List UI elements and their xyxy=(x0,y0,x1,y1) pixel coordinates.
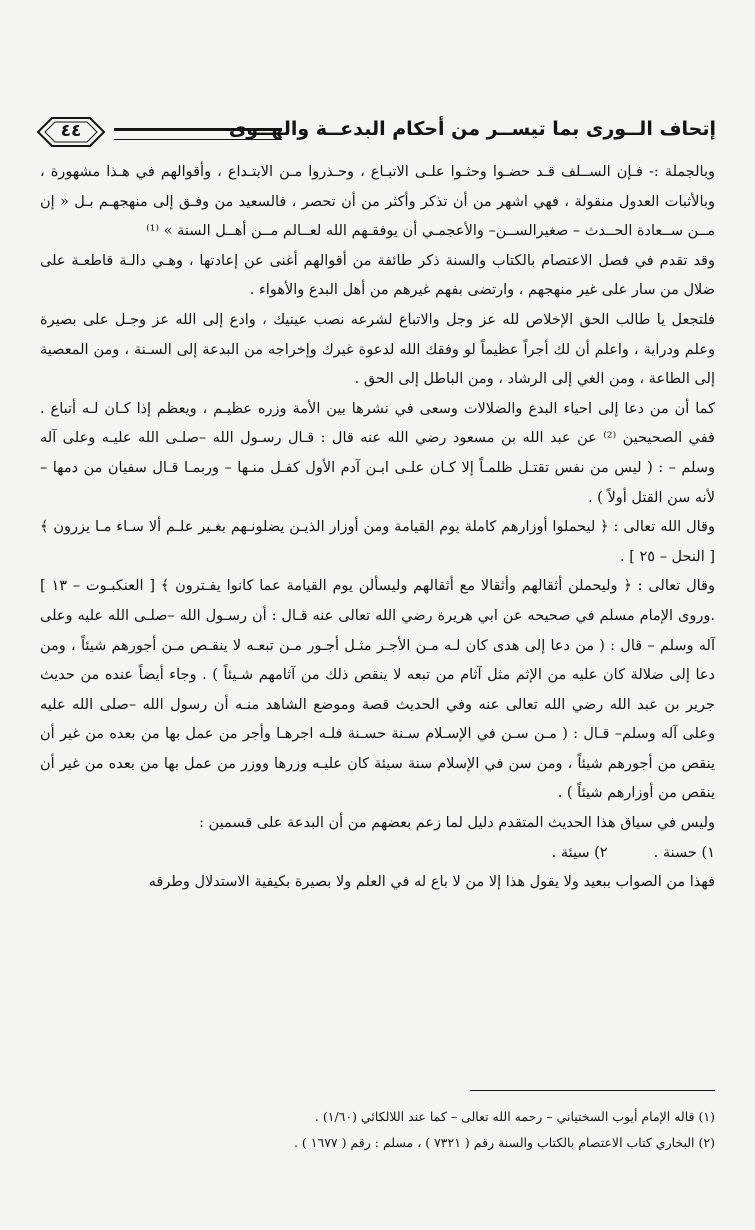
enumeration: ١) حسنة . ٢) سيئة . xyxy=(551,844,715,861)
footnote: (١) قاله الإمام أيوب السختياني – رحمه الله تعالى – كما عند اللالكائي (١/٦٠) . xyxy=(314,1109,715,1124)
page-number-badge xyxy=(36,116,106,148)
paragraph: وبالجملة :- فـإن الســلف قـد حضـوا وحثـوا علـى الاتبـاع ، وحـذروا مـن الابتـداع ، وأقوالهم في هـذا مشهورة ، وبالأثبات العدول منقولة ، فهي اشهر من أن تذكر وأكثر من أن تحصر ، فالسعيد من وفـق إلى منهجهـم بـل « إن مــن ســعادة الحــدث – صغيرالســن– والأعجمـي أن يوفقـهم الله لعــالم مــن أهــل السنة » ⁽¹⁾ xyxy=(40,164,715,240)
main-text xyxy=(40,158,715,898)
paragraph: وقد تقدم في فصل الاعتصام بالكتاب والسنة ذكر طائفة من أقوالهم أغنى عن إعادتها ، وهـي دالـة قاطعـة على ضلال من سار على غير منهجهم ، وارتضى بفهم غيرهم من أهل البدع والأهواء . xyxy=(40,252,715,299)
paragraph: كما أن من دعا إلى احياء البدع والضلالات وسعى في نشرها بين الأمة وزره عظيـم ، ويعظم إذا كـان لـه أتباع . ففي الصحيحين ⁽²⁾ عن عبد الله بن مسعود رضي الله عنه قال : قـال رسـول الله –صلـى الله عليـه وعلى آله وسلم – : ( ليس من نفس تقتـل ظلمـاً إلا كـان علـى ابـن آدم الأول كفـل منـها – وربمـا قـال سفيان من دمها – لأنه سن القتل أولاً ) . xyxy=(40,400,715,506)
closing-paragraph: فهذا من الصواب ببعيد ولا يقول هذا إلا من لا باع له في العلم ولا بصيرة بكيفية الاستدلال وطرقه xyxy=(148,874,715,891)
footnote-separator xyxy=(470,1090,715,1091)
page-header xyxy=(36,116,716,152)
paragraph: فلتجعل يا طالب الحق الإخلاص لله عز وجل والاتباع لشرعه نصب عينيك ، وادع إلى الله عز وجـل على بصيرة وعلم ودراية ، واعلم أن لك أجراً عظيماً لو وفقك الله لدعوة غيرك وإخراجه من البدعة إلى السـنة ، ومن المعصية إلى الطاعة ، ومن الغي إلى الرشاد ، ومن الباطل إلى الحق . xyxy=(40,311,715,388)
running-title: إتحاف الــورى بما تيســر من أحكام البدعــة والهــوى xyxy=(228,118,716,140)
paragraph: وليس في سياق هذا الحديث المتقدم دليل لما زعم بعضهم من أن البدعة على قسمين : xyxy=(199,815,715,832)
paragraph: وقال تعالى : ﴿ وليحملن أثقالهم وأثقالا مع أثقالهم وليسألن يوم القيامة عما كانوا يفـترون ﴾ [ العنكبـوت – ١٣ ] .وروى الإمام مسلم في صحيحه عن ابي هريرة رضي الله تعالى عنه قـال : أن رسـول الله –صلـى الله عليه وعلى آله وسلم – قال : ( من دعا إلى هدى كان لـه مـن الأجـر مثـل أجـور مـن تبعـه لا ينقـص مـن أجورهم شيئاً ، ومن دعا إلى ضلالة كان عليه من الإثم مثل آثام من تبعه لا ينقص ذلك من آثامهم شـيئاً ) . وجاء أيضاً عنده من حديث جرير بن عبد الله رضي الله تعالى عنه وفي الحديث قصة وموضع الشاهد منـه أن رسول الله –صلى الله عليه وعلى آله وسلم– قـال : ( مـن سـن في الإسـلام سـنة حسـنة فلـه اجرهـا وأجر من عمل بها من بعده من غير أن ينقص من أجورهم شيئاً ، ومن سن في الإسلام سنة سيئة كان عليـه وزرها ووزر من عمل بها من بعده من غير أن ينقص من أوزارهم شيئاً ) . xyxy=(40,578,715,802)
header-rule xyxy=(114,128,282,140)
paragraph: وقال الله تعالى : ﴿ ليحملوا أوزارهم كاملة يوم القيامة ومن أوزار الذيـن يضلونـهم بغـير علـم ألا سـاء مـا يزرون ﴾ [ النحل – ٢٥ ] . xyxy=(40,519,715,565)
page-number: ٤٤ xyxy=(60,121,82,141)
footnotes xyxy=(40,1104,715,1156)
footnote: (٢) البخاري كتاب الاعتصام بالكتاب والسنة رقم ( ٧٣٢١ ) ، مسلم : رقم ( ١٦٧٧ ) . xyxy=(293,1135,715,1150)
